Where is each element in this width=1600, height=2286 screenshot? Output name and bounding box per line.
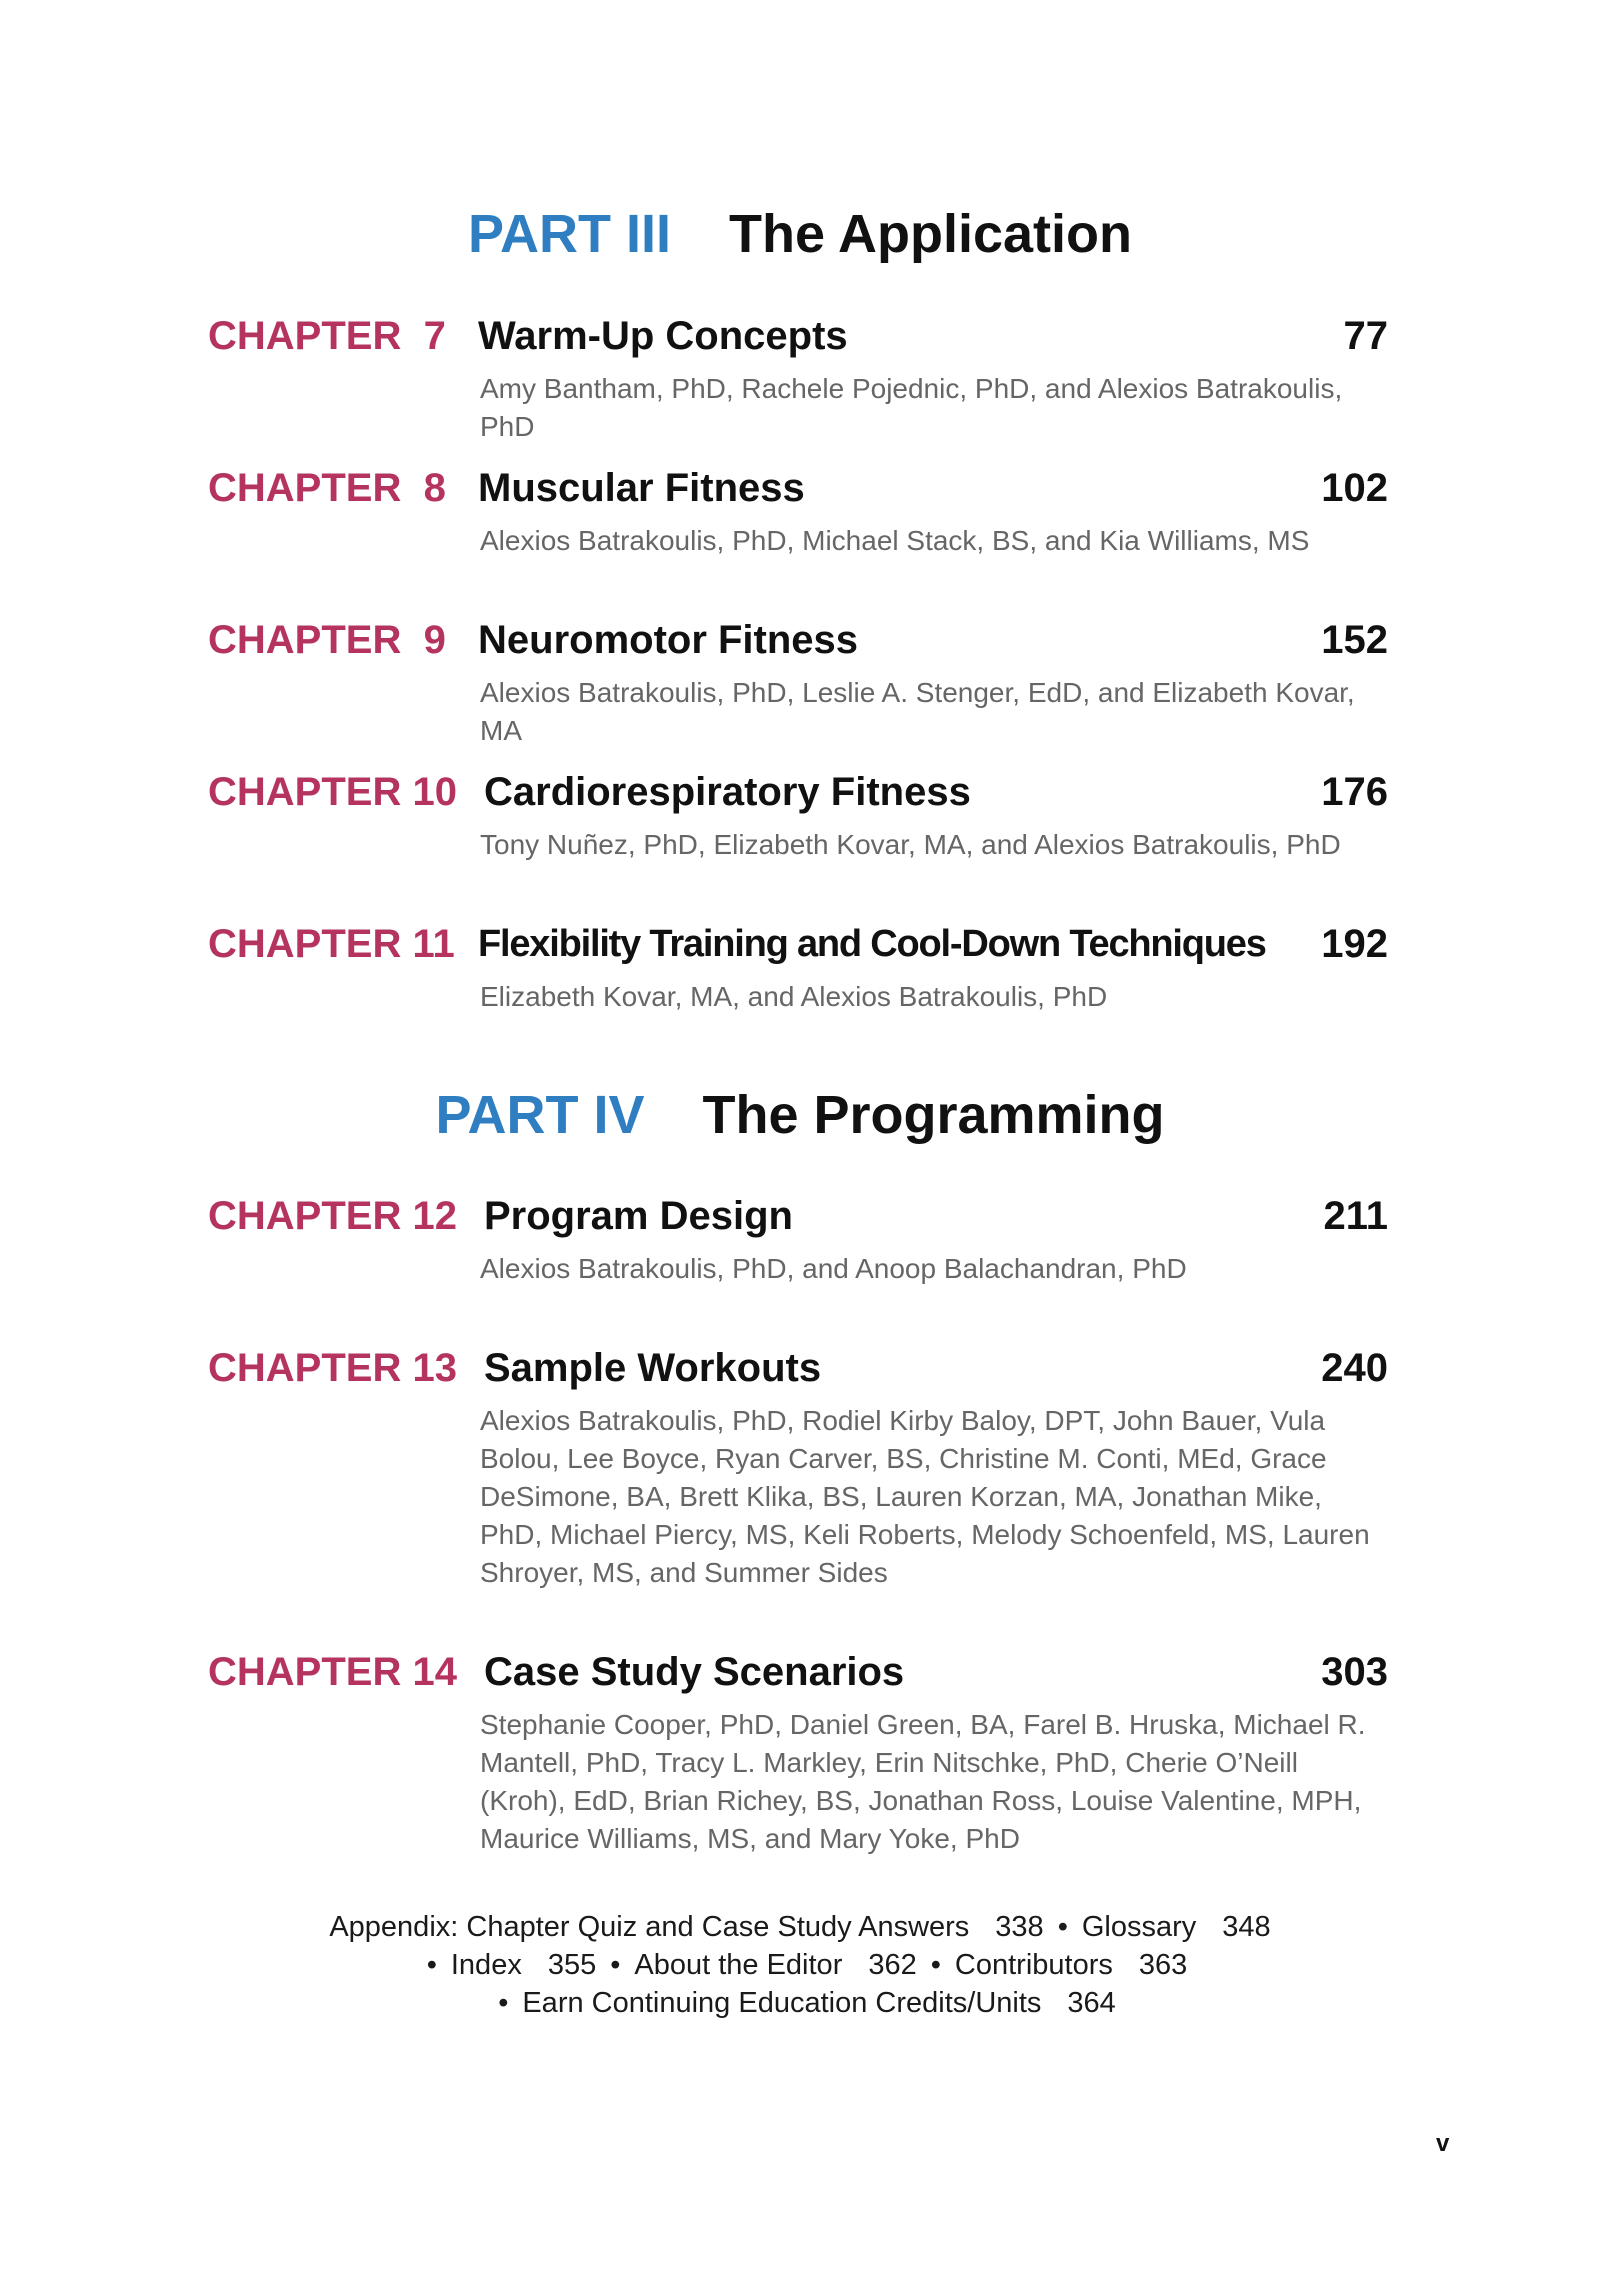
chapter-entry-13[interactable] (208, 1338, 1388, 1592)
backmatter-item[interactable]: Earn Continuing Education Credits/Units (522, 1987, 1042, 2019)
chapter-entry-11[interactable] (208, 914, 1388, 1016)
backmatter-item[interactable]: Contributors (954, 1949, 1113, 1981)
backmatter-line-2 (0, 1946, 1600, 1984)
part-heading-4 (0, 1085, 1600, 1145)
backmatter-page: 363 (1138, 1949, 1188, 1981)
chapter-label: CHAPTER 12 (208, 1194, 457, 1238)
backmatter-page: 355 (547, 1949, 597, 1981)
part-label: PART III (467, 204, 671, 264)
backmatter-page: 364 (1067, 1987, 1116, 2019)
chapter-authors: Elizabeth Kovar, MA, and Alexios Batrakoulis, PhD (480, 981, 1108, 1012)
part-title: The Application (729, 204, 1132, 264)
chapter-page-number: 152 (1321, 618, 1388, 662)
bullet-separator: • (930, 1949, 941, 1981)
chapter-label: CHAPTER 13 (208, 1346, 457, 1390)
backmatter-page: 348 (1222, 1911, 1271, 1943)
chapter-entry-7[interactable] (208, 306, 1388, 446)
chapter-entry-9[interactable] (208, 610, 1388, 750)
backmatter-page: 338 (995, 1911, 1044, 1943)
chapter-entry-8[interactable] (208, 458, 1388, 560)
chapter-label: CHAPTER 8 (208, 466, 446, 510)
backmatter-item[interactable]: Index (450, 1949, 522, 1981)
backmatter-line-3 (0, 1984, 1600, 2022)
chapter-entry-14[interactable] (208, 1642, 1388, 1858)
chapter-label: CHAPTER 11 (208, 922, 455, 966)
chapter-title: Muscular Fitness (478, 466, 805, 510)
chapter-title: Flexibility Training and Cool-Down Techniques (478, 923, 1266, 965)
backmatter-item[interactable]: Glossary (1081, 1911, 1197, 1943)
chapter-page-number: 303 (1321, 1650, 1388, 1694)
chapter-page-number: 211 (1323, 1194, 1388, 1238)
chapter-page-number: 240 (1321, 1346, 1388, 1390)
backmatter-list (0, 1908, 1600, 2022)
backmatter-item[interactable]: Appendix: Chapter Quiz and Case Study Answers (329, 1911, 970, 1943)
bullet-separator: • (426, 1949, 437, 1981)
chapter-label: CHAPTER 7 (208, 314, 446, 358)
bullet-separator: • (498, 1987, 509, 2019)
backmatter-line-1 (0, 1908, 1600, 1946)
chapter-page-number: 192 (1321, 922, 1388, 966)
part-title: The Programming (702, 1085, 1165, 1145)
bullet-separator: • (610, 1949, 621, 1981)
backmatter-page: 362 (868, 1949, 917, 1981)
page-folio: v (1436, 2130, 1450, 2157)
chapter-title: Cardiorespiratory Fitness (484, 770, 971, 814)
chapter-entry-12[interactable] (208, 1186, 1388, 1288)
chapter-authors: Tony Nuñez, PhD, Elizabeth Kovar, MA, and Alexios Batrakoulis, PhD (480, 829, 1341, 860)
chapter-authors: Alexios Batrakoulis, PhD, Rodiel Kirby Baloy, DPT, John Bauer, Vula Bolou, Lee Boyce, Ryan Carver, BS, Christine M. Conti, MEd, Grace DeSimone, BA, Brett Klika, BS, Lauren Korzan, MA, Jonathan Mike, PhD, Michael Piercy, MS, Keli Roberts, Melody Schoenfeld, MS, Lauren Shroyer, MS, and Summer Sides (480, 1405, 1370, 1588)
chapter-title: Case Study Scenarios (484, 1650, 905, 1694)
bullet-separator: • (1057, 1911, 1068, 1943)
chapter-label: CHAPTER 14 (208, 1650, 457, 1694)
chapter-authors: Stephanie Cooper, PhD, Daniel Green, BA, Farel B. Hruska, Michael R. Mantell, PhD, Tracy L. Markley, Erin Nitschke, PhD, Cherie O’Neill (Kroh), EdD, Brian Richey, BS, Jonathan Ross, Louise Valentine, MPH, Maurice Williams, MS, and Mary Yoke, PhD (480, 1709, 1366, 1854)
part-label: PART IV (435, 1085, 645, 1145)
chapter-page-number: 102 (1321, 466, 1388, 510)
chapter-label: CHAPTER 10 (208, 770, 457, 814)
chapter-authors: Alexios Batrakoulis, PhD, Michael Stack, BS, and Kia Williams, MS (480, 525, 1310, 556)
chapter-title: Program Design (484, 1194, 793, 1238)
chapter-authors: Amy Bantham, PhD, Rachele Pojednic, PhD, and Alexios Batrakoulis, PhD (480, 373, 1343, 442)
chapter-entry-10[interactable] (208, 762, 1388, 864)
chapter-title: Warm-Up Concepts (478, 314, 848, 358)
part-heading-3 (0, 204, 1600, 264)
chapter-title: Neuromotor Fitness (478, 618, 859, 662)
chapter-title: Sample Workouts (484, 1346, 822, 1390)
chapter-label: CHAPTER 9 (208, 618, 446, 662)
backmatter-item[interactable]: About the Editor (634, 1949, 843, 1981)
chapter-page-number: 176 (1321, 770, 1388, 814)
chapter-authors: Alexios Batrakoulis, PhD, Leslie A. Stenger, EdD, and Elizabeth Kovar, MA (480, 677, 1355, 746)
chapter-authors: Alexios Batrakoulis, PhD, and Anoop Balachandran, PhD (480, 1253, 1187, 1284)
chapter-page-number: 77 (1343, 314, 1388, 358)
